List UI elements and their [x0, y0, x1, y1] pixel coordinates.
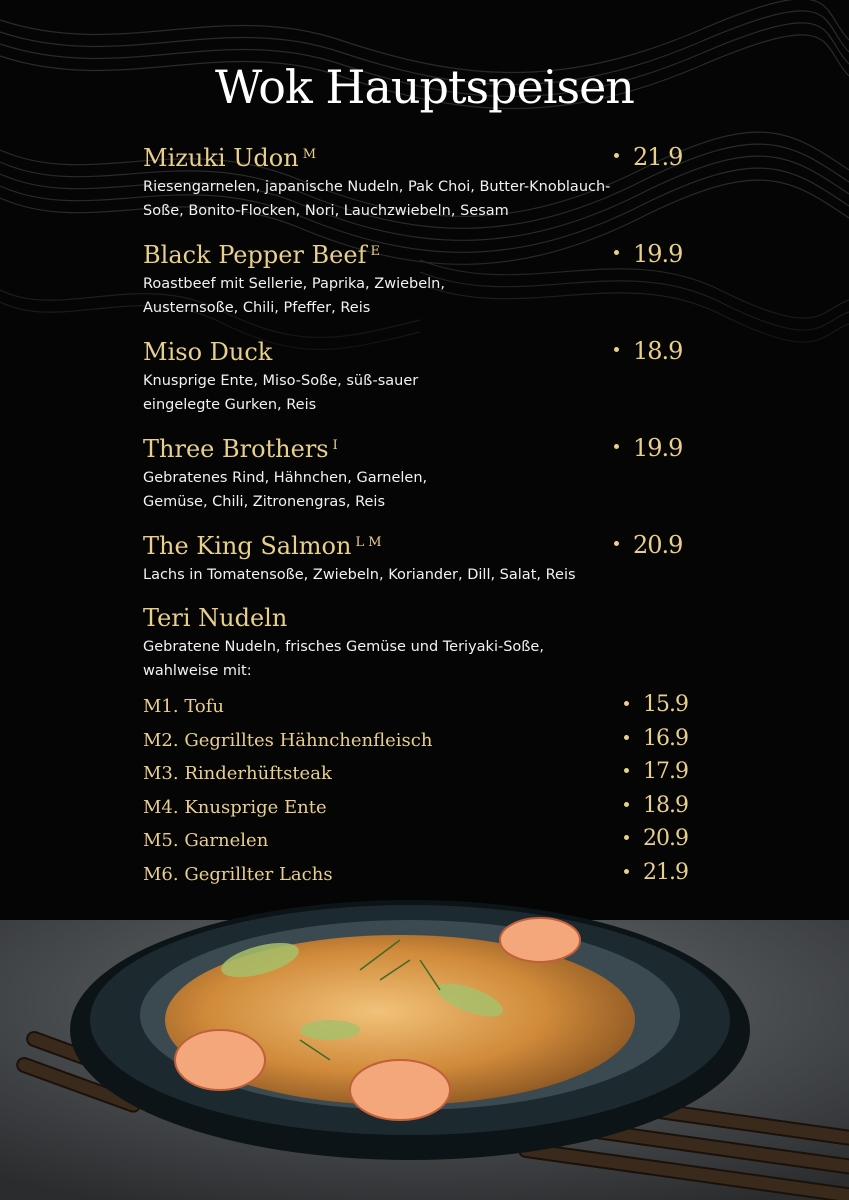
- dish-price: 19.9: [614, 240, 682, 268]
- allergen-code: E: [370, 244, 380, 259]
- allergen-code: M: [302, 147, 317, 162]
- dish-description: Roastbeef mit Sellerie, Paprika, Zwiebeln, Austernsoße, Chili, Pfeffer, Reis: [143, 276, 445, 316]
- bullet-icon: [614, 250, 619, 255]
- dish-price: 18.9: [614, 337, 682, 365]
- option-label: M2. Gegrilltes Hähnchenfleisch: [143, 730, 433, 751]
- bullet-icon: [624, 701, 629, 706]
- dish-name: Miso Duck: [143, 338, 273, 366]
- dish-name: Three Brothers $^I$: [143, 435, 338, 463]
- option-label: M6. Gegrillter Lachs: [143, 864, 333, 885]
- allergen-code: I: [332, 438, 338, 453]
- dish-name: Mizuki Udon $^M$: [143, 144, 317, 172]
- bullet-icon: [614, 541, 619, 546]
- bullet-icon: [624, 869, 629, 874]
- option-price: 18.9: [624, 793, 688, 818]
- dish-description: Gebratenes Rind, Hähnchen, Garnelen, Gemüse, Chili, Zitronengras, Reis: [143, 470, 428, 510]
- bullet-icon: [614, 153, 619, 158]
- option-label: M4. Knusprige Ente: [143, 797, 327, 818]
- option-price: 17.9: [624, 759, 688, 784]
- dish-name: The King Salmon $^{L M}$: [143, 532, 382, 560]
- bullet-icon: [614, 347, 619, 352]
- dish-price: 19.9: [614, 434, 682, 462]
- dish-item-teri-nudeln: [143, 603, 703, 683]
- dish-name: Teri Nudeln: [143, 604, 288, 632]
- option-price: 15.9: [624, 692, 688, 717]
- option-price: 16.9: [624, 726, 688, 751]
- dish-description: Riesengarnelen, japanische Nudeln, Pak Choi, Butter-Knoblauch-Soße, Bonito-Flocken, Nori, Lauchzwiebeln, Sesam: [143, 179, 611, 219]
- dish-name: Black Pepper Beef $^E$: [143, 241, 380, 269]
- bullet-icon: [624, 835, 629, 840]
- dish-description: Lachs in Tomatensoße, Zwiebeln, Koriander, Dill, Salat, Reis: [143, 567, 576, 583]
- wok-dish-photo: [0, 880, 849, 1200]
- option-price: 20.9: [624, 826, 688, 851]
- bullet-icon: [624, 735, 629, 740]
- option-label: M5. Garnelen: [143, 830, 269, 851]
- dish-description: Knusprige Ente, Miso-Soße, süß-sauer eingelegte Gurken, Reis: [143, 373, 419, 413]
- option-price: 21.9: [624, 860, 688, 885]
- bullet-icon: [624, 802, 629, 807]
- dish-price: 21.9: [614, 143, 682, 171]
- bullet-icon: [614, 444, 619, 449]
- option-label: M1. Tofu: [143, 696, 225, 717]
- dish-description: Gebratene Nudeln, frisches Gemüse und Teriyaki-Soße, wahlweise mit:: [143, 639, 544, 679]
- page-title: Wok Hauptspeisen: [215, 60, 634, 114]
- allergen-code: L M: [355, 535, 382, 550]
- dish-price: 20.9: [614, 531, 682, 559]
- option-label: M3. Rinderhüftsteak: [143, 763, 332, 784]
- bullet-icon: [624, 768, 629, 773]
